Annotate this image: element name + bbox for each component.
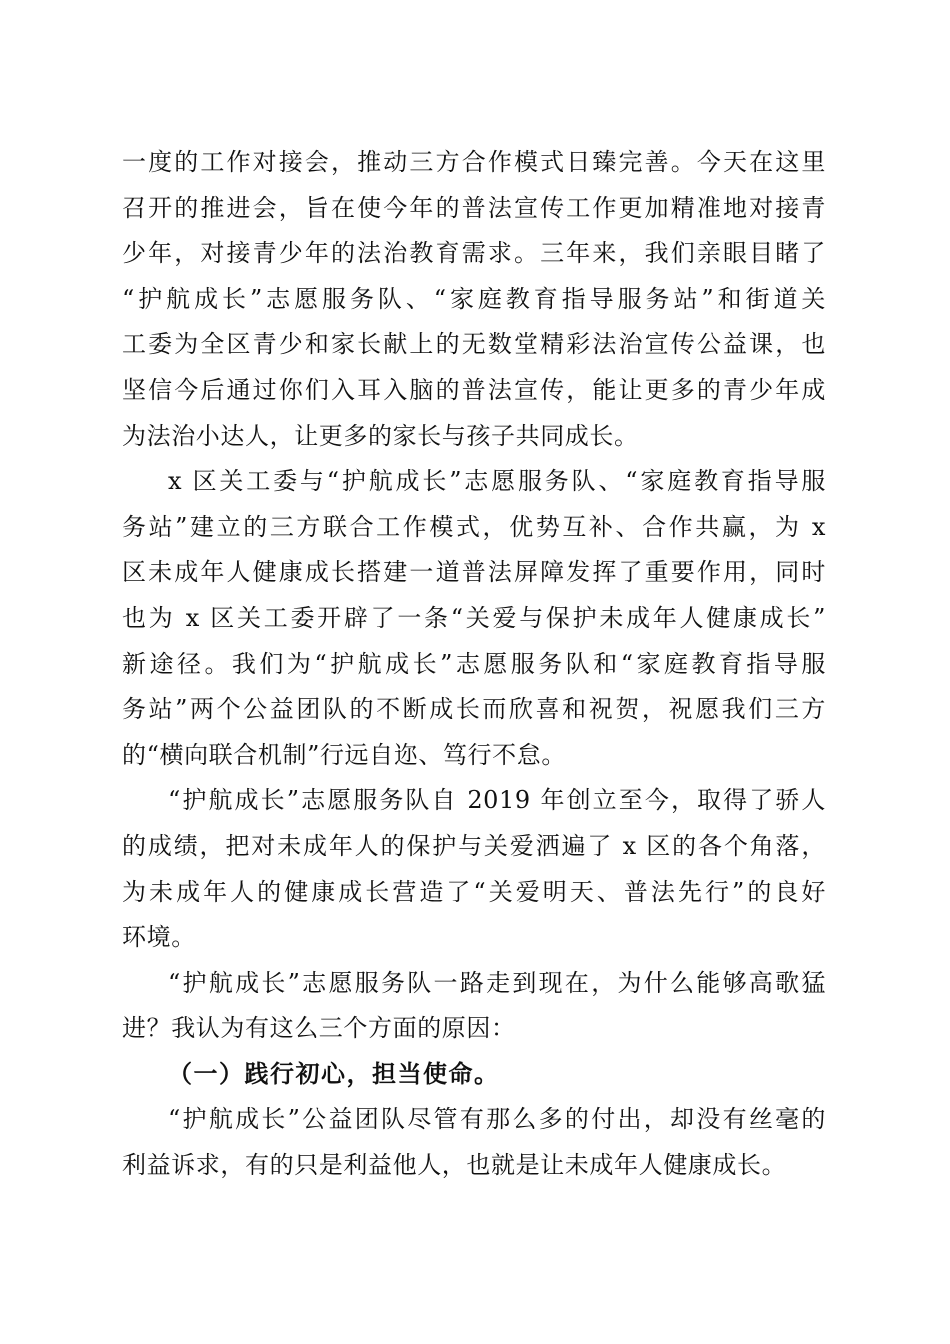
text-line: “护航成长”志愿服务队、“家庭教育指导服务站”和街道关 — [122, 284, 826, 313]
text-line: 一度的工作对接会，推动三方合作模式日臻完善。今天在这里 — [122, 148, 826, 176]
text-line: 的“横向联合机制”行远自迩、笃行不怠。 — [122, 740, 566, 769]
text-line: 工委为全区青少和家长献上的无数堂精彩法治宣传公益课，也 — [122, 330, 826, 359]
text-line: 环境。 — [122, 923, 196, 952]
paragraph-1 — [122, 140, 826, 459]
text-line: 也为 x 区关工委开辟了一条“关爱与保护未成年人健康成长” — [122, 603, 826, 632]
text-line: 务站”建立的三方联合工作模式，优势互补、合作共赢，为 x — [122, 512, 826, 541]
heading-line: （一）践行初心，担当使命。 — [168, 1059, 500, 1088]
text-line: 新途径。我们为“护航成长”志愿服务队和“家庭教育指导服 — [122, 649, 826, 678]
text-line: 利益诉求，有的只是利益他人，也就是让未成年人健康成长。 — [122, 1151, 787, 1180]
text-line: 务站”两个公益团队的不断成长而欣喜和祝贺，祝愿我们三方 — [122, 695, 826, 724]
text-line: 坚信今后通过你们入耳入脑的普法宣传，能让更多的青少年成 — [122, 375, 826, 404]
section-heading — [122, 1052, 826, 1098]
text-line: “护航成长”志愿服务队一路走到现在，为什么能够高歌猛 — [168, 968, 826, 997]
text-line: 少年，对接青少年的法治教育需求。三年来，我们亲眼目睹了 — [122, 239, 826, 268]
text-line: 召开的推进会，旨在使今年的普法宣传工作更加精准地对接青 — [122, 193, 826, 222]
text-line: x 区关工委与“护航成长”志愿服务队、“家庭教育指导服 — [168, 467, 826, 496]
text-line: 进？我认为有这么三个方面的原因： — [122, 1014, 516, 1043]
paragraph-2 — [122, 459, 826, 778]
text-line: 区未成年人健康成长搭建一道普法屏障发挥了重要作用，同时 — [122, 558, 826, 587]
paragraph-4 — [122, 961, 826, 1052]
text-line: “护航成长”公益团队尽管有那么多的付出，却没有丝毫的 — [168, 1105, 826, 1134]
paragraph-5 — [122, 1097, 826, 1188]
text-line: 为法治小达人，让更多的家长与孩子共同成长。 — [122, 421, 639, 450]
text-line: 为未成年人的健康成长营造了“关爱明天、普法先行”的良好 — [122, 877, 826, 906]
paragraph-3 — [122, 778, 826, 960]
text-line: 的成绩，把对未成年人的保护与关爱洒遍了 x 区的各个角落， — [122, 831, 826, 860]
document-body — [122, 140, 826, 1189]
text-line: “护航成长”志愿服务队自 2019 年创立至今，取得了骄人 — [168, 786, 826, 815]
